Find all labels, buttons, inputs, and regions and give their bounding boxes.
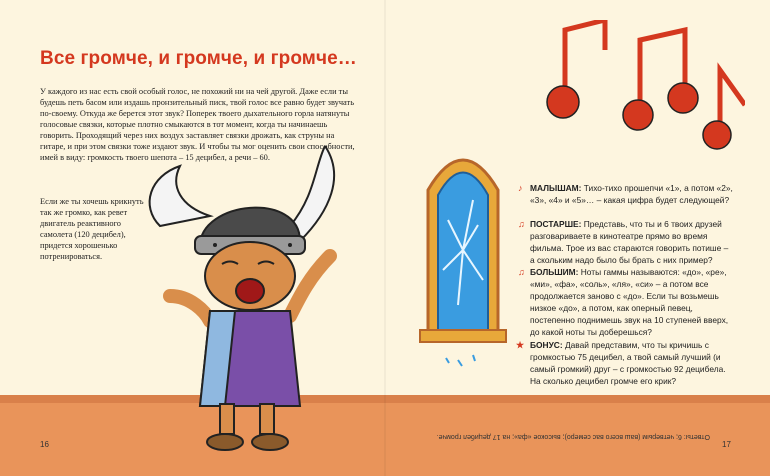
cracked-window-illustration	[418, 130, 508, 370]
triple-note-icon: ♫	[518, 267, 525, 277]
singing-notes-illustration	[545, 20, 745, 150]
intro-paragraph: У каждого из нас есть свой особый голос, не похожий ни на чей другой. Даже если ты будешь петь басом или издашь пронзительный писк, твой голос все равно будет звучать по-своему. Откуда же берется этот звук? Поперек твоего дыхательного горла натянуты голосовые связки, которые плотно смыкаются в тот момент, когда ты начинаешь говорить. Проходящий через них воздух заставляет связки дрожать, как струны на гитаре, и при этом связки тоже издают звук. И чтобы ты мог оценить свои способности, имей в виду: громкость твоего шепота – 15 децибел, а речи – 60.	[40, 87, 355, 162]
question-older-text: Представь, что ты и 6 твоих друзей разговариваете в кинотеатре прямо во время фильма. Трое из вас стараются говорить потише – а скольким надо было бы брать с них пример?	[530, 219, 729, 265]
question-big-text: Ноты гаммы называются: «до», «ре», «ми», «фа», «соль», «ля», «си» – а потом все продолжается заново с «до». Если ты возьмешь низкое «до», а потом, как оперный певец, постепенно поднимешь звук на 10 ступеней вверх, до какой ноты ты доберешься?	[530, 267, 729, 337]
question-older	[530, 218, 735, 266]
question-big-label: БОЛЬШИМ:	[530, 267, 579, 277]
question-big	[530, 266, 735, 338]
double-note-icon: ♫	[518, 219, 525, 229]
star-icon: ★	[516, 340, 525, 350]
question-bonus	[530, 339, 735, 387]
question-kids-label: МАЛЫШАМ:	[530, 183, 582, 193]
question-kids	[530, 182, 735, 206]
page-number-right: 17	[722, 440, 731, 449]
page-number-left: 16	[40, 440, 49, 449]
singing-viking-illustration	[140, 146, 380, 466]
side-paragraph: Если же ты хочешь крикнуть так же громко, как ревет двигатель реактивного самолета (120 децибел), придется хорошенько потренироваться.	[40, 197, 144, 261]
question-older-label: ПОСТАРШЕ:	[530, 219, 582, 229]
note-icon: ♪	[518, 183, 523, 193]
question-kids-text: Тихо-тихо прошепчи «1», а потом «2», «3», «4» и «5»… – какая цифра будет следующей?	[530, 183, 733, 205]
question-bonus-label: БОНУС:	[530, 340, 563, 350]
book-spine	[384, 0, 386, 476]
question-bonus-text: Давай представим, что ты кричишь с громкостью 75 децибел, а твой самый лучший (и самый громкий) друг – с громкостью 92 децибела. На сколько децибел громче его крик?	[530, 340, 726, 386]
answers-upside-down: Ответы: 6; четверым (ваш всего вас семеро); высокое «фа»; на 17 децибел громче.	[436, 433, 710, 440]
page-title: Все громче, и громче, и громче…	[40, 48, 357, 69]
